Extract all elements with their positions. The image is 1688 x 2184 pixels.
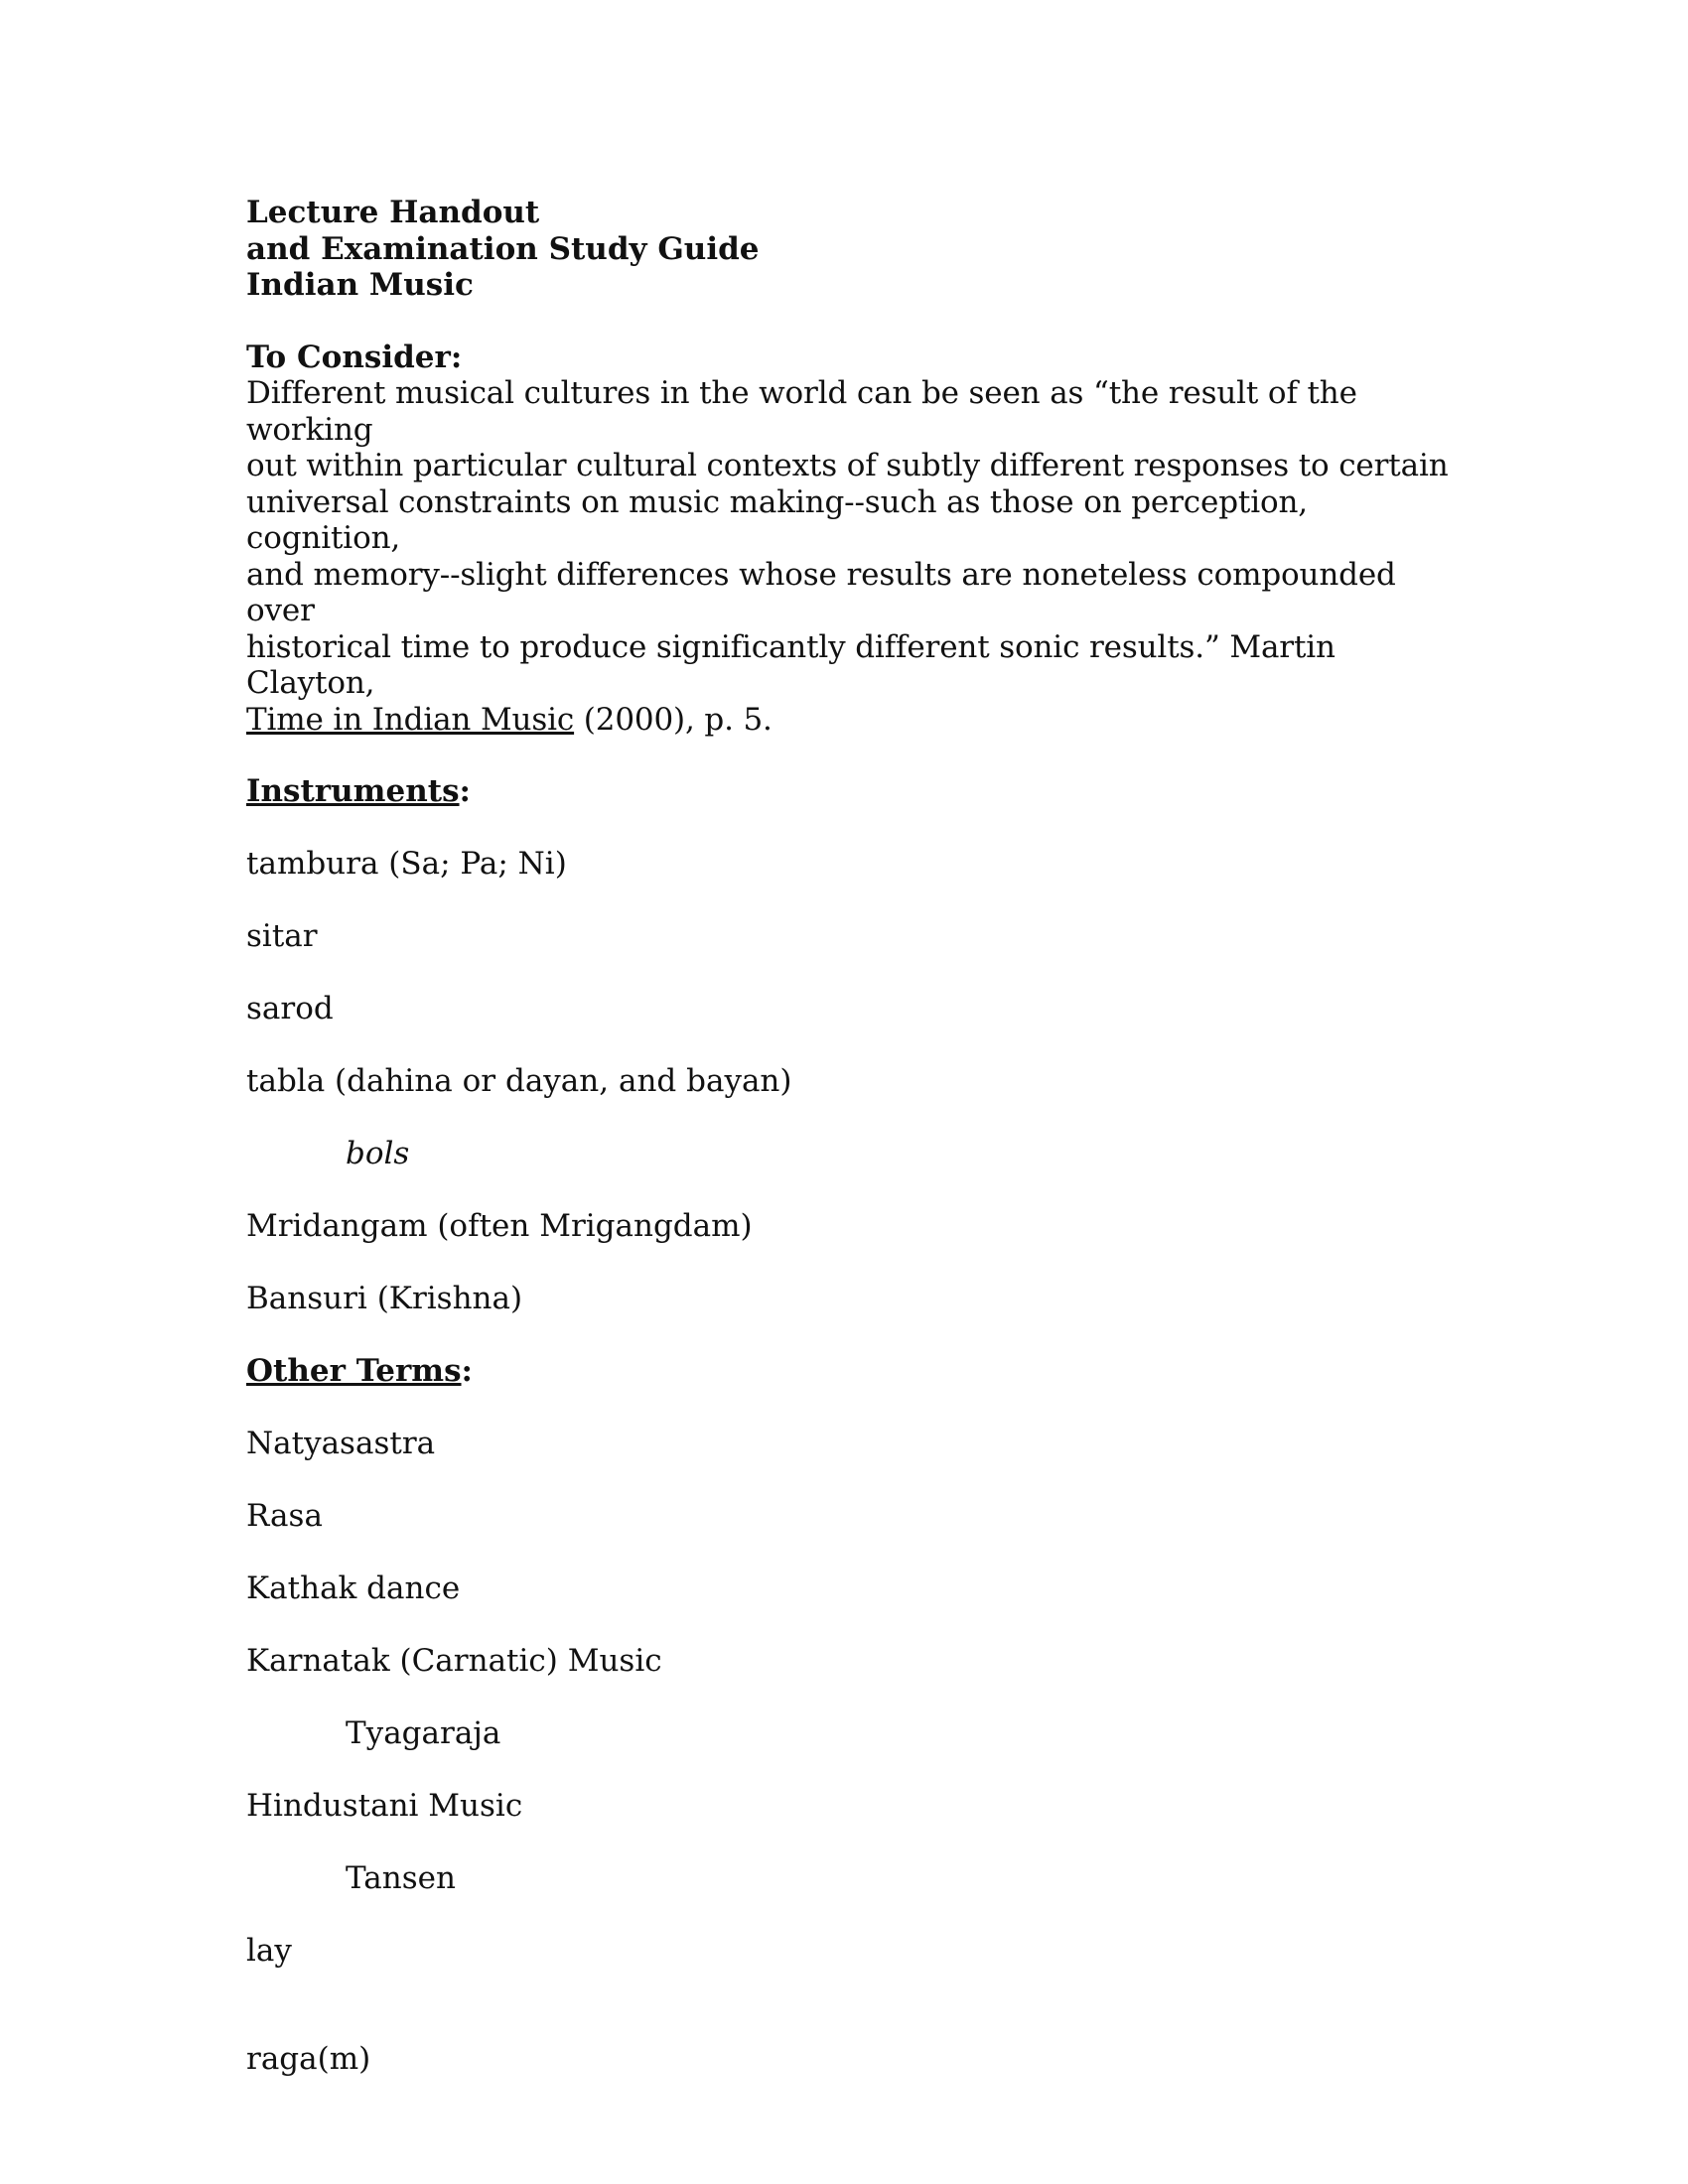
instrument-item: Bansuri (Krishna) bbox=[246, 1281, 523, 1316]
instrument-item: tambura (Sa; Pa; Ni) bbox=[246, 846, 567, 882]
instrument-item: tabla (dahina or dayan, and bayan) bbox=[246, 1063, 792, 1099]
handout-page bbox=[246, 195, 1468, 2078]
quote-line: historical time to produce significantly different sonic results.” Martin Clayton, bbox=[246, 628, 1336, 701]
quote-line: Different musical cultures in the world can be seen as “the result of the working bbox=[246, 375, 1357, 448]
citation-line bbox=[246, 702, 1468, 739]
term-item: Hindustani Music bbox=[246, 1787, 523, 1824]
citation-details: (2000), p. 5. bbox=[574, 701, 773, 738]
other-terms-heading bbox=[246, 1353, 1468, 1390]
title-line-1: Lecture Handout bbox=[246, 195, 540, 230]
term-item: Natyasastra bbox=[246, 1425, 436, 1461]
title-line-2: and Examination Study Guide bbox=[246, 230, 760, 267]
term-item: raga(m) bbox=[246, 2041, 371, 2077]
term-item: Rasa bbox=[246, 1497, 323, 1534]
instrument-item: Mridangam (often Mrigangdam) bbox=[246, 1208, 753, 1244]
book-title: Time in Indian Music bbox=[246, 701, 575, 738]
term-subitem: Tansen bbox=[346, 1859, 456, 1896]
term-item: Kathak dance bbox=[246, 1570, 461, 1606]
to-consider-heading: To Consider: bbox=[246, 339, 463, 375]
instrument-item: sarod bbox=[246, 991, 334, 1026]
term-item: lay bbox=[246, 1932, 292, 1969]
instrument-subitem: bols bbox=[346, 1136, 410, 1171]
term-item: Karnatak (Carnatic) Music bbox=[246, 1642, 662, 1679]
other-terms-heading-colon: : bbox=[461, 1352, 473, 1389]
instruments-heading bbox=[246, 773, 1468, 810]
instrument-item: sitar bbox=[246, 918, 318, 954]
quote-line: universal constraints on music making--such as those on perception, cognition, bbox=[246, 483, 1309, 556]
instruments-heading-text: Instruments bbox=[246, 773, 460, 809]
term-subitem: Tyagaraja bbox=[346, 1714, 501, 1751]
quote-line: and memory--slight differences whose results are noneteless compounded over bbox=[246, 556, 1396, 628]
other-terms-heading-text: Other Terms bbox=[246, 1352, 462, 1389]
title-block bbox=[246, 195, 1468, 304]
clayton-quote bbox=[246, 375, 1468, 738]
quote-line: out within particular cultural contexts of subtly different responses to certain bbox=[246, 448, 1449, 483]
title-line-3: Indian Music bbox=[246, 267, 474, 303]
instruments-heading-colon: : bbox=[459, 773, 471, 809]
